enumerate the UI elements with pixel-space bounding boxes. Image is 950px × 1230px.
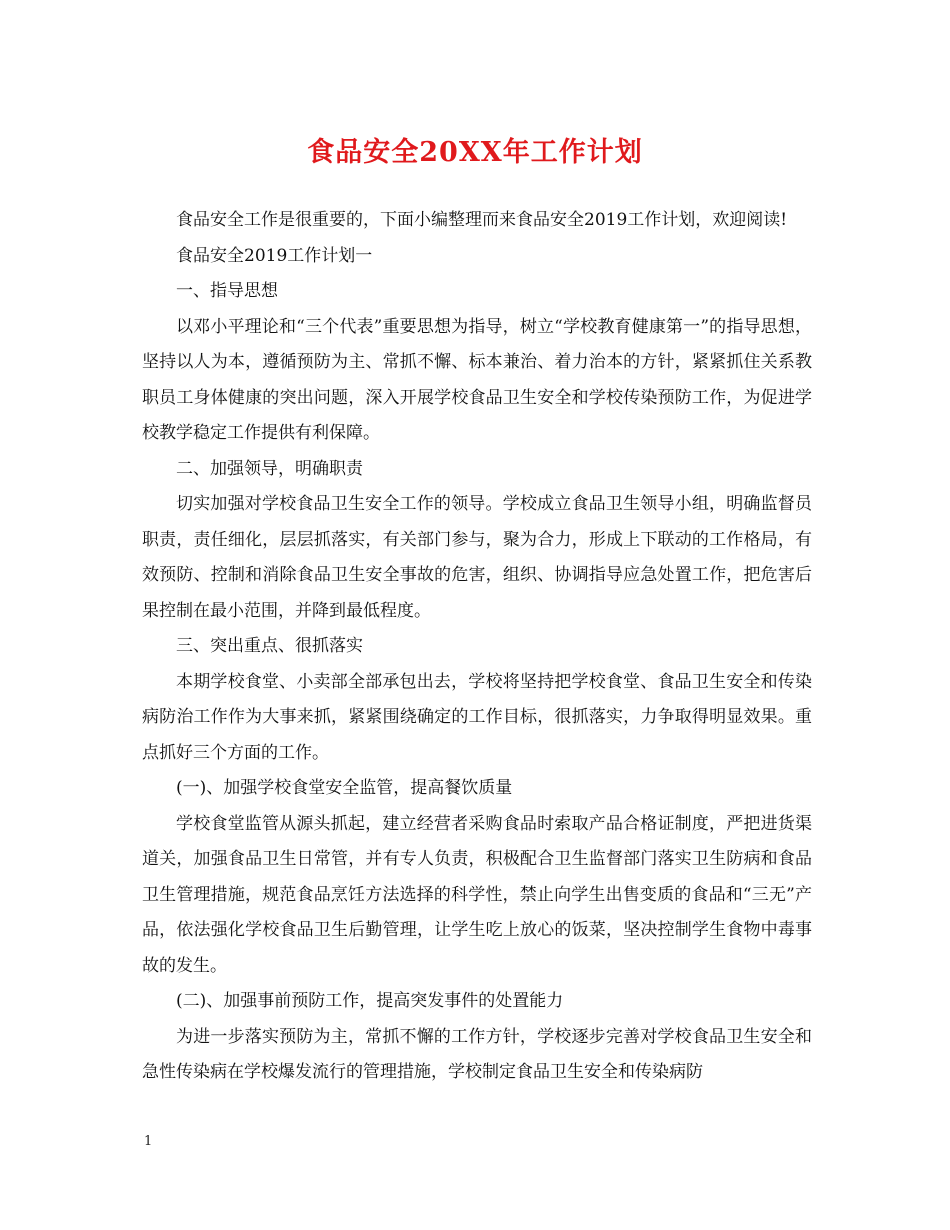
paragraph: 本期学校食堂、小卖部全部承包出去，学校将坚持把学校食堂、食品卫生安全和传染病防治工作作为大事来抓，紧紧围绕确定的工作目标，很抓落实，力争取得明显效果。重点抓好三个方面的工作。 [142,671,812,763]
section-heading: 食品安全2019工作计划一 [176,245,373,266]
section-heading: 二、加强领导，明确职责 [176,458,363,479]
section-heading: (一)、加强学校食堂安全监管，提高餐饮质量 [176,778,513,798]
section-heading: (二)、加强事前预防工作，提高突发事件的处置能力 [176,991,564,1011]
section-heading: 三、突出重点、很抓落实 [176,636,363,656]
paragraph: 食品安全工作是很重要的，下面小编整理而来食品安全2019工作计划，欢迎阅读! [176,210,788,230]
paragraph: 以邓小平理论和“三个代表”重要思想为指导，树立“学校教育健康第一”的指导思想，坚持以人为本，遵循预防为主、常抓不懈、标本兼治、着力治本的方针，紧紧抓住关系教职员工身体健康的突出问题，深入开展学校食品卫生安全和学校传染预防工作，为促进学校教学稳定工作提供有利保障。 [142,316,812,443]
paragraph: 切实加强对学校食品卫生安全工作的领导。学校成立食品卫生领导小组，明确监督员职责，责任细化，层层抓落实，有关部门参与，聚为合力，形成上下联动的工作格局，有效预防、控制和消除食品卫生安全事故的危害，组织、协调指导应急处置工作，把危害后果控制在最小范围，并降到最低程度。 [142,494,812,621]
paragraph: 为进一步落实预防为主，常抓不懈的工作方针，学校逐步完善对学校食品卫生安全和急性传染病在学校爆发流行的管理措施，学校制定食品卫生安全和传染病防 [142,1026,812,1082]
paragraph: 学校食堂监管从源头抓起，建立经营者采购食品时索取产品合格证制度，严把进货渠道关，加强食品卫生日常管，并有专人负责，积极配合卫生监督部门落实卫生防病和食品卫生管理措施，规范食品烹饪方法选择的科学性，禁止向学生出售变质的食品和“三无”产品，依法强化学校食品卫生后勤管理，让学生吃上放心的饭菜，坚决控制学生食物中毒事故的发生。 [142,813,812,976]
page-number: 1 [144,1134,153,1149]
document-body [142,203,812,1091]
section-heading: 一、指导思想 [176,281,278,301]
document-title: 食品安全20XX年工作计划 [307,137,643,168]
